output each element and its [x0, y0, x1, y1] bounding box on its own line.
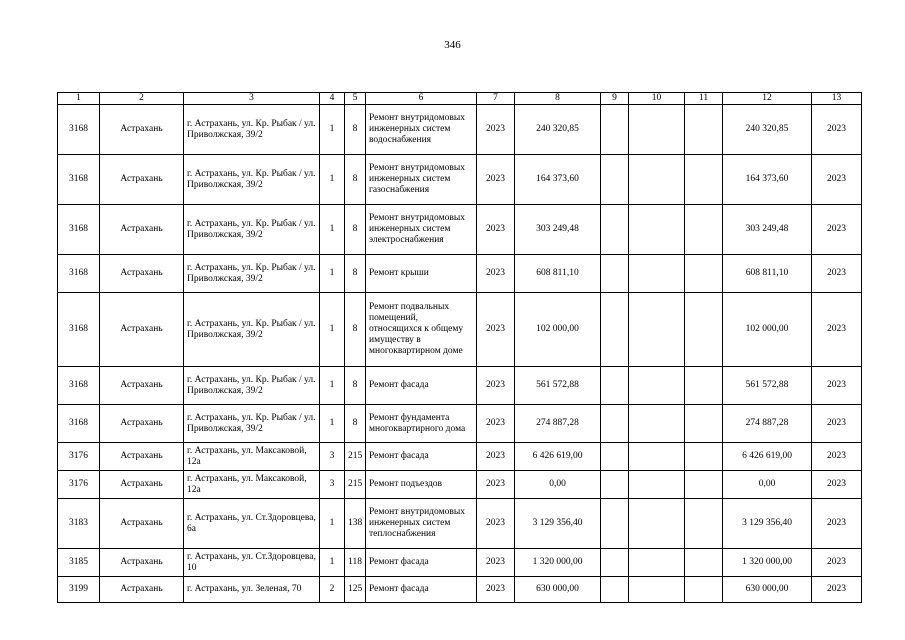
units-cell: 125 — [345, 577, 366, 603]
record-number-cell: 3168 — [58, 405, 100, 443]
table-row — [58, 367, 862, 405]
cost-total-cell: 0,00 — [515, 471, 601, 499]
table-row — [58, 471, 862, 499]
cost-total-cell: 240 320,85 — [515, 105, 601, 155]
completion-year-cell: 2023 — [812, 155, 862, 205]
floors-cell: 3 — [320, 443, 345, 471]
record-number-cell: 3185 — [58, 549, 100, 577]
address-cell: г. Астрахань, ул. Кр. Рыбак / ул. Приволжская, 39/2 — [184, 155, 320, 205]
plan-year-cell: 2023 — [477, 405, 515, 443]
record-number-cell: 3168 — [58, 255, 100, 293]
cost-col-11-cell — [685, 105, 723, 155]
cost-total-cell: 608 811,10 — [515, 255, 601, 293]
units-cell: 138 — [345, 499, 366, 549]
completion-year-cell: 2023 — [812, 105, 862, 155]
work-type-cell: Ремонт внутридомовых инженерных систем газоснабжения — [366, 155, 477, 205]
cost-col-11-cell — [685, 367, 723, 405]
table-row — [58, 499, 862, 549]
units-cell: 118 — [345, 549, 366, 577]
address-cell: г. Астрахань, ул. Кр. Рыбак / ул. Приволжская, 39/2 — [184, 367, 320, 405]
record-number-cell: 3199 — [58, 577, 100, 603]
works-table — [57, 92, 862, 603]
address-cell: г. Астрахань, ул. Зеленая, 70 — [184, 577, 320, 603]
column-number-7: 7 — [477, 93, 515, 105]
cost-col-9-cell — [601, 105, 629, 155]
cost-col-11-cell — [685, 255, 723, 293]
cost-col-12-cell: 164 373,60 — [723, 155, 812, 205]
column-number-9: 9 — [601, 93, 629, 105]
cost-col-11-cell — [685, 443, 723, 471]
work-type-cell: Ремонт фасада — [366, 443, 477, 471]
cost-col-12-cell: 274 887,28 — [723, 405, 812, 443]
cost-col-10-cell — [629, 155, 685, 205]
work-type-cell: Ремонт внутридомовых инженерных систем теплоснабжения — [366, 499, 477, 549]
column-number-13: 13 — [812, 93, 862, 105]
plan-year-cell: 2023 — [477, 471, 515, 499]
column-number-12: 12 — [723, 93, 812, 105]
cost-total-cell: 630 000,00 — [515, 577, 601, 603]
cost-col-10-cell — [629, 205, 685, 255]
completion-year-cell: 2023 — [812, 367, 862, 405]
table-row — [58, 105, 862, 155]
column-number-4: 4 — [320, 93, 345, 105]
locality-cell: Астрахань — [100, 255, 184, 293]
address-cell: г. Астрахань, ул. Кр. Рыбак / ул. Приволжская, 39/2 — [184, 405, 320, 443]
plan-year-cell: 2023 — [477, 205, 515, 255]
work-type-cell: Ремонт фундамента многоквартирного дома — [366, 405, 477, 443]
floors-cell: 1 — [320, 549, 345, 577]
floors-cell: 1 — [320, 255, 345, 293]
cost-total-cell: 303 249,48 — [515, 205, 601, 255]
cost-col-9-cell — [601, 443, 629, 471]
record-number-cell: 3168 — [58, 205, 100, 255]
cost-col-10-cell — [629, 499, 685, 549]
cost-col-9-cell — [601, 367, 629, 405]
locality-cell: Астрахань — [100, 367, 184, 405]
floors-cell: 1 — [320, 155, 345, 205]
cost-col-9-cell — [601, 405, 629, 443]
table-row — [58, 293, 862, 367]
cost-col-11-cell — [685, 471, 723, 499]
cost-col-10-cell — [629, 293, 685, 367]
floors-cell: 1 — [320, 405, 345, 443]
completion-year-cell: 2023 — [812, 577, 862, 603]
column-number-10: 10 — [629, 93, 685, 105]
record-number-cell: 3168 — [58, 155, 100, 205]
cost-col-11-cell — [685, 499, 723, 549]
cost-col-10-cell — [629, 577, 685, 603]
column-number-2: 2 — [100, 93, 184, 105]
address-cell: г. Астрахань, ул. Кр. Рыбак / ул. Приволжская, 39/2 — [184, 255, 320, 293]
cost-col-12-cell: 102 000,00 — [723, 293, 812, 367]
completion-year-cell: 2023 — [812, 499, 862, 549]
cost-col-12-cell: 3 129 356,40 — [723, 499, 812, 549]
locality-cell: Астрахань — [100, 205, 184, 255]
cost-total-cell: 3 129 356,40 — [515, 499, 601, 549]
plan-year-cell: 2023 — [477, 293, 515, 367]
work-type-cell: Ремонт подъездов — [366, 471, 477, 499]
units-cell: 8 — [345, 405, 366, 443]
cost-total-cell: 1 320 000,00 — [515, 549, 601, 577]
floors-cell: 1 — [320, 205, 345, 255]
cost-total-cell: 6 426 619,00 — [515, 443, 601, 471]
cost-col-12-cell: 6 426 619,00 — [723, 443, 812, 471]
locality-cell: Астрахань — [100, 105, 184, 155]
plan-year-cell: 2023 — [477, 499, 515, 549]
work-type-cell: Ремонт фасада — [366, 577, 477, 603]
locality-cell: Астрахань — [100, 549, 184, 577]
cost-col-9-cell — [601, 549, 629, 577]
address-cell: г. Астрахань, ул. Кр. Рыбак / ул. Приволжская, 39/2 — [184, 293, 320, 367]
units-cell: 8 — [345, 255, 366, 293]
completion-year-cell: 2023 — [812, 205, 862, 255]
cost-col-10-cell — [629, 443, 685, 471]
address-cell: г. Астрахань, ул. Кр. Рыбак / ул. Приволжская, 39/2 — [184, 205, 320, 255]
units-cell: 8 — [345, 105, 366, 155]
locality-cell: Астрахань — [100, 405, 184, 443]
cost-col-9-cell — [601, 255, 629, 293]
units-cell: 215 — [345, 471, 366, 499]
cost-col-11-cell — [685, 293, 723, 367]
work-type-cell: Ремонт фасада — [366, 549, 477, 577]
floors-cell: 1 — [320, 293, 345, 367]
cost-col-12-cell: 608 811,10 — [723, 255, 812, 293]
cost-col-11-cell — [685, 205, 723, 255]
locality-cell: Астрахань — [100, 293, 184, 367]
cost-total-cell: 164 373,60 — [515, 155, 601, 205]
work-type-cell: Ремонт крыши — [366, 255, 477, 293]
cost-col-9-cell — [601, 293, 629, 367]
cost-col-10-cell — [629, 367, 685, 405]
table-row — [58, 549, 862, 577]
locality-cell: Астрахань — [100, 499, 184, 549]
record-number-cell: 3168 — [58, 367, 100, 405]
floors-cell: 2 — [320, 577, 345, 603]
units-cell: 8 — [345, 367, 366, 405]
locality-cell: Астрахань — [100, 155, 184, 205]
address-cell: г. Астрахань, ул. Кр. Рыбак / ул. Приволжская, 39/2 — [184, 105, 320, 155]
cost-col-12-cell: 561 572,88 — [723, 367, 812, 405]
column-number-1: 1 — [58, 93, 100, 105]
work-type-cell: Ремонт фасада — [366, 367, 477, 405]
completion-year-cell: 2023 — [812, 405, 862, 443]
floors-cell: 3 — [320, 471, 345, 499]
floors-cell: 1 — [320, 105, 345, 155]
cost-col-9-cell — [601, 471, 629, 499]
plan-year-cell: 2023 — [477, 443, 515, 471]
cost-col-12-cell: 630 000,00 — [723, 577, 812, 603]
table-row — [58, 443, 862, 471]
table-row — [58, 405, 862, 443]
completion-year-cell: 2023 — [812, 443, 862, 471]
record-number-cell: 3176 — [58, 471, 100, 499]
cost-total-cell: 274 887,28 — [515, 405, 601, 443]
cost-total-cell: 102 000,00 — [515, 293, 601, 367]
cost-col-9-cell — [601, 577, 629, 603]
cost-col-11-cell — [685, 155, 723, 205]
address-cell: г. Астрахань, ул. Максаковой, 12а — [184, 471, 320, 499]
completion-year-cell: 2023 — [812, 549, 862, 577]
cost-col-11-cell — [685, 549, 723, 577]
cost-col-12-cell: 0,00 — [723, 471, 812, 499]
cost-col-9-cell — [601, 205, 629, 255]
cost-col-9-cell — [601, 499, 629, 549]
address-cell: г. Астрахань, ул. Максаковой, 12а — [184, 443, 320, 471]
plan-year-cell: 2023 — [477, 105, 515, 155]
cost-col-10-cell — [629, 471, 685, 499]
locality-cell: Астрахань — [100, 471, 184, 499]
cost-col-10-cell — [629, 105, 685, 155]
units-cell: 8 — [345, 155, 366, 205]
table-row — [58, 255, 862, 293]
table-row — [58, 577, 862, 603]
plan-year-cell: 2023 — [477, 255, 515, 293]
completion-year-cell: 2023 — [812, 471, 862, 499]
locality-cell: Астрахань — [100, 443, 184, 471]
completion-year-cell: 2023 — [812, 255, 862, 293]
cost-col-12-cell: 303 249,48 — [723, 205, 812, 255]
work-type-cell: Ремонт внутридомовых инженерных систем электроснабжения — [366, 205, 477, 255]
cost-col-10-cell — [629, 405, 685, 443]
completion-year-cell: 2023 — [812, 293, 862, 367]
cost-col-11-cell — [685, 577, 723, 603]
record-number-cell: 3168 — [58, 105, 100, 155]
units-cell: 215 — [345, 443, 366, 471]
header-row — [58, 93, 862, 105]
work-type-cell: Ремонт внутридомовых инженерных систем водоснабжения — [366, 105, 477, 155]
record-number-cell: 3176 — [58, 443, 100, 471]
cost-col-12-cell: 1 320 000,00 — [723, 549, 812, 577]
table-row — [58, 155, 862, 205]
record-number-cell: 3168 — [58, 293, 100, 367]
address-cell: г. Астрахань, ул. Ст.Здоровцева, 6а — [184, 499, 320, 549]
floors-cell: 1 — [320, 367, 345, 405]
record-number-cell: 3183 — [58, 499, 100, 549]
page-number: 346 — [444, 39, 461, 51]
column-number-8: 8 — [515, 93, 601, 105]
cost-col-10-cell — [629, 255, 685, 293]
floors-cell: 1 — [320, 499, 345, 549]
locality-cell: Астрахань — [100, 577, 184, 603]
table-row — [58, 205, 862, 255]
cost-total-cell: 561 572,88 — [515, 367, 601, 405]
cost-col-10-cell — [629, 549, 685, 577]
units-cell: 8 — [345, 205, 366, 255]
plan-year-cell: 2023 — [477, 155, 515, 205]
cost-col-11-cell — [685, 405, 723, 443]
plan-year-cell: 2023 — [477, 549, 515, 577]
plan-year-cell: 2023 — [477, 367, 515, 405]
cost-col-9-cell — [601, 155, 629, 205]
units-cell: 8 — [345, 293, 366, 367]
column-number-5: 5 — [345, 93, 366, 105]
column-number-11: 11 — [685, 93, 723, 105]
work-type-cell: Ремонт подвальных помещений, относящихся к общему имуществу в многоквартирном доме — [366, 293, 477, 367]
address-cell: г. Астрахань, ул. Ст.Здоровцева, 10 — [184, 549, 320, 577]
column-number-3: 3 — [184, 93, 320, 105]
cost-col-12-cell: 240 320,85 — [723, 105, 812, 155]
column-number-6: 6 — [366, 93, 477, 105]
plan-year-cell: 2023 — [477, 577, 515, 603]
